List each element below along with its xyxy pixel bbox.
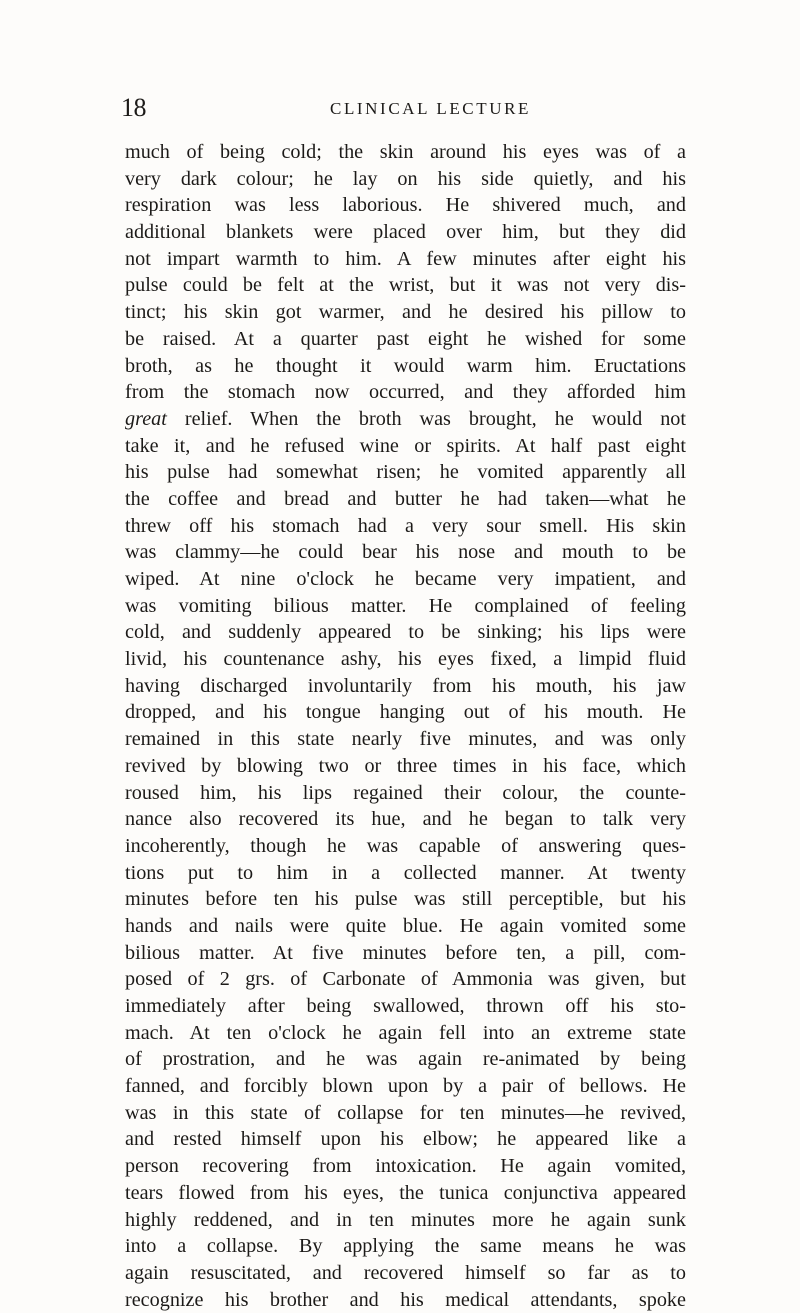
page-number: 18 xyxy=(121,93,146,122)
text-line: additional blankets were placed over him, but they did xyxy=(125,221,686,244)
text-line: was clammy—he could bear his nose and mouth to be xyxy=(125,541,686,564)
text-line: from the stomach now occurred, and they afforded him xyxy=(125,381,686,404)
text-line: cold, and suddenly appeared to be sinking; his lips were xyxy=(125,621,686,644)
text-line: mach. At ten o'clock he again fell into an extreme state xyxy=(125,1021,686,1044)
text-line: much of being cold; the skin around his eyes was of a xyxy=(125,141,686,163)
line-remainder: relief. When the broth was brought, he would not xyxy=(166,407,686,430)
emphasized-word: great xyxy=(125,407,167,430)
text-line: highly reddened, and in ten minutes more he again sunk xyxy=(125,1208,686,1231)
text-line: having discharged involuntarily from his mouth, his jaw xyxy=(125,674,686,697)
text-line: tions put to him in a collected manner. At twenty xyxy=(125,861,686,884)
running-title: CLINICAL LECTURE xyxy=(330,99,532,118)
text-line: again resuscitated, and recovered himself so far as to xyxy=(125,1261,686,1284)
text-line: and rested himself upon his elbow; he appeared like a xyxy=(125,1128,686,1151)
text-line: roused him, his lips regained their colour, the counte- xyxy=(125,781,686,804)
text-line xyxy=(125,406,686,433)
text-line: take it, and he refused wine or spirits. At half past eight xyxy=(125,434,686,457)
text-line: livid, his countenance ashy, his eyes fixed, a limpid fluid xyxy=(125,648,686,671)
text-line: tears flowed from his eyes, the tunica conjunctiva appeared xyxy=(125,1181,686,1204)
text-line: recognize his brother and his medical attendants, spoke xyxy=(125,1288,686,1311)
text-line: remained in this state nearly five minutes, and was only xyxy=(125,728,686,751)
text-line: wiped. At nine o'clock he became very impatient, and xyxy=(125,568,686,590)
text-line: be raised. At a quarter past eight he wished for some xyxy=(125,327,686,350)
text-line: revived by blowing two or three times in his face, which xyxy=(125,754,686,777)
text-line: posed of 2 grs. of Carbonate of Ammonia was given, but xyxy=(125,968,686,991)
text-line: into a collapse. By applying the same means he was xyxy=(125,1235,686,1258)
text-line: incoherently, though he was capable of answering ques- xyxy=(125,834,686,857)
text-line: person recovering from intoxication. He again vomited, xyxy=(125,1155,686,1178)
text-line: threw off his stomach had a very sour smell. His skin xyxy=(125,514,686,537)
text-line: bilious matter. At five minutes before ten, a pill, com- xyxy=(125,941,686,964)
text-line: pulse could be felt at the wrist, but it was not very dis- xyxy=(125,274,686,297)
text-line: dropped, and his tongue hanging out of his mouth. He xyxy=(125,701,686,724)
text-line: broth, as he thought it would warm him. Eructations xyxy=(125,354,686,377)
body-text xyxy=(125,139,686,1313)
text-line: hands and nails were quite blue. He again vomited some xyxy=(125,914,686,937)
text-line: was in this state of collapse for ten minutes—he revived, xyxy=(125,1101,686,1124)
text-line: fanned, and forcibly blown upon by a pair of bellows. He xyxy=(125,1075,686,1098)
text-line: of prostration, and he was again re-animated by being xyxy=(125,1048,686,1071)
text-line: tinct; his skin got warmer, and he desired his pillow to xyxy=(125,301,686,324)
text-line: immediately after being swallowed, thrown off his sto- xyxy=(125,995,686,1017)
text-line: his pulse had somewhat risen; he vomited apparently all xyxy=(125,461,686,484)
text-line: the coffee and bread and butter he had taken—what he xyxy=(125,487,686,510)
text-line: nance also recovered its hue, and he began to talk very xyxy=(125,808,686,831)
text-line: minutes before ten his pulse was still perceptible, but his xyxy=(125,888,686,911)
text-line: was vomiting bilious matter. He complained of feeling xyxy=(125,594,686,617)
text-line: very dark colour; he lay on his side quietly, and his xyxy=(125,167,686,190)
text-line: not impart warmth to him. A few minutes after eight his xyxy=(125,247,686,270)
text-line: respiration was less laborious. He shivered much, and xyxy=(125,194,686,217)
